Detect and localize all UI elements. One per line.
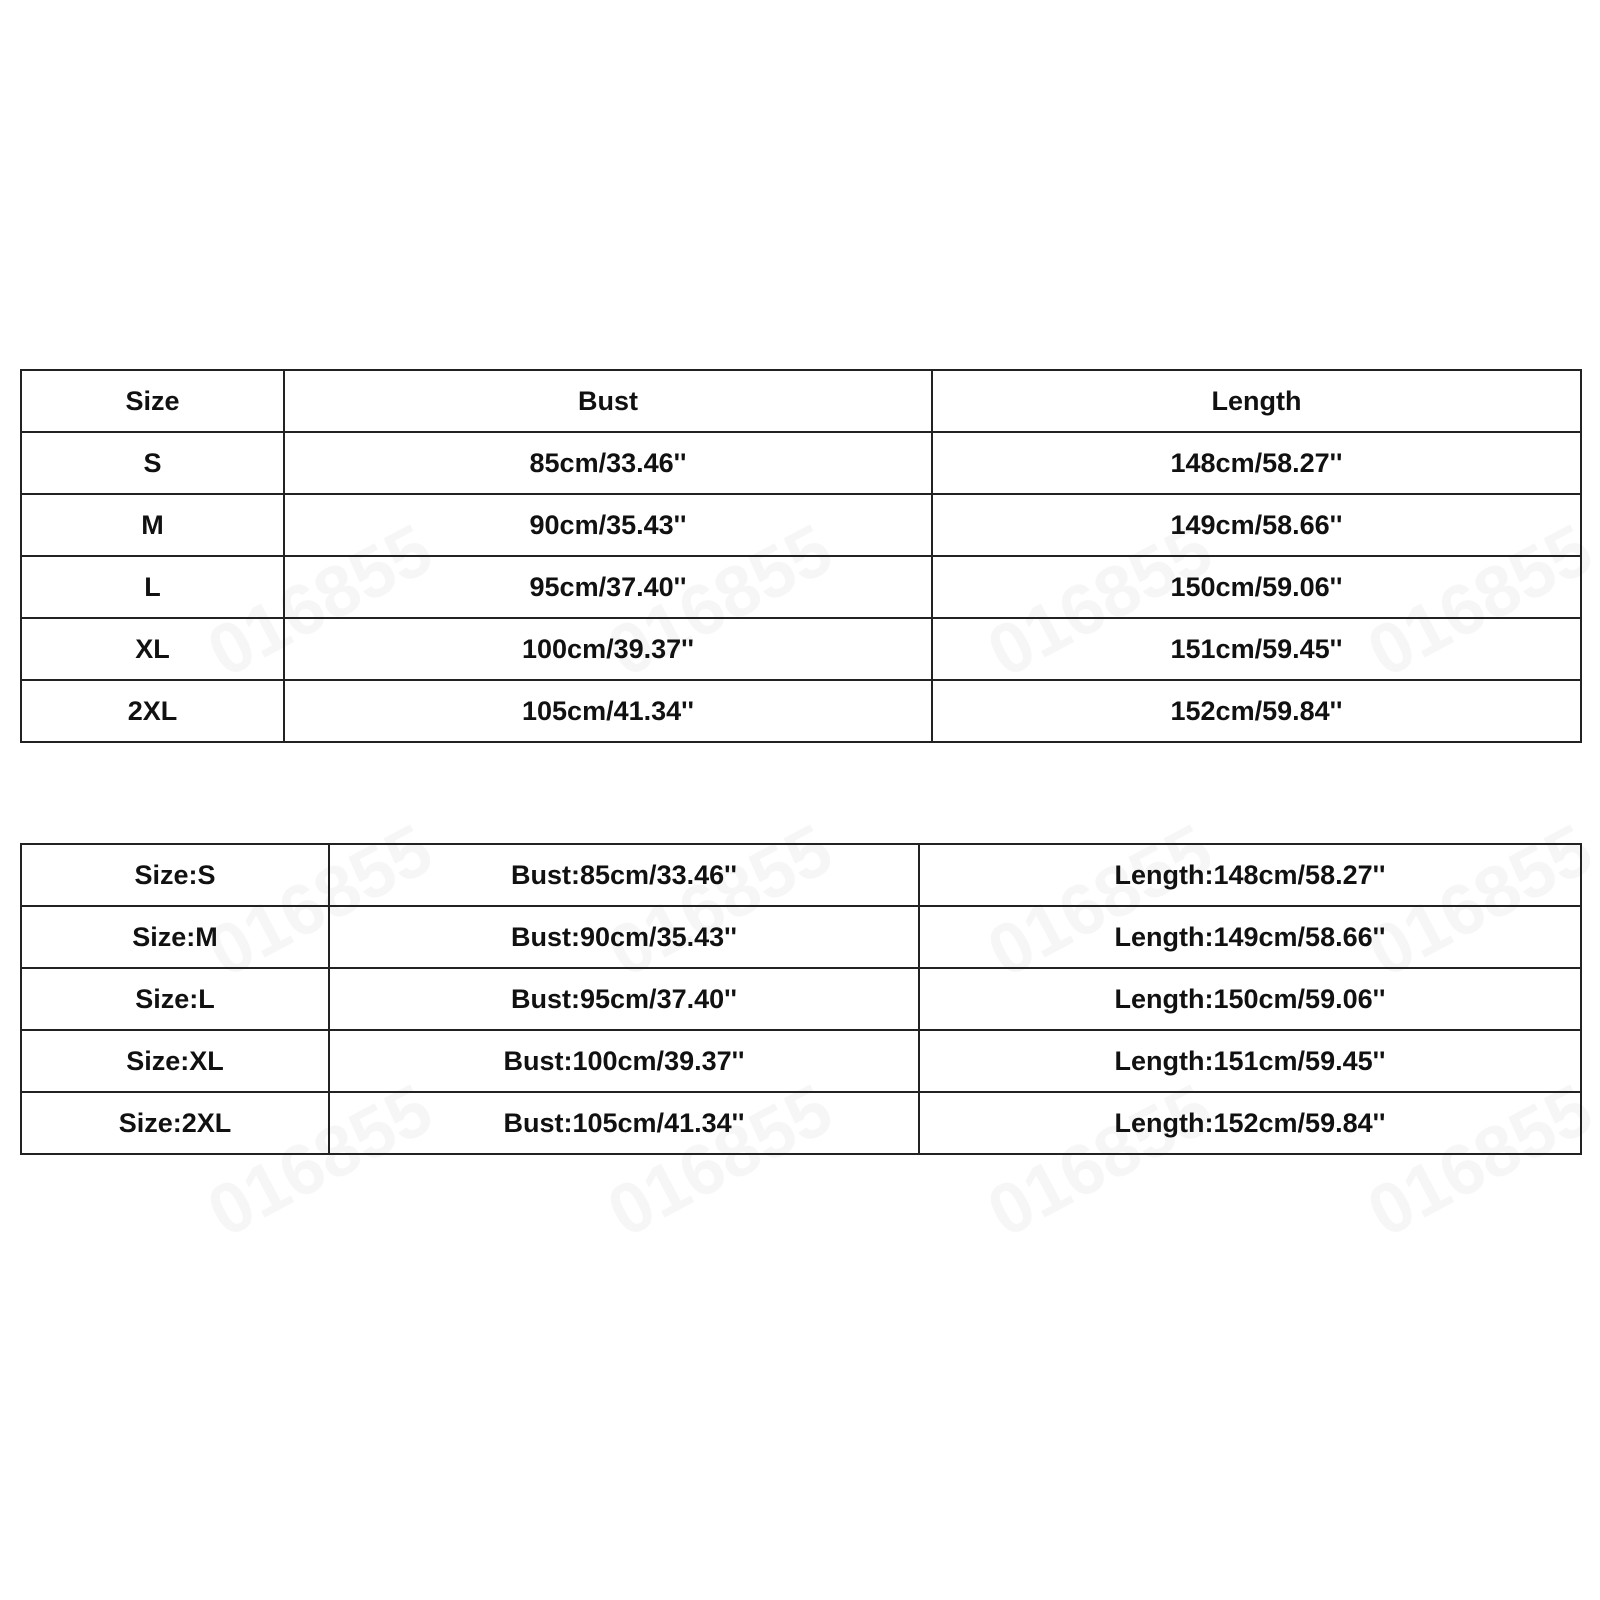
- table-row: [21, 1030, 1581, 1092]
- size-chart-labeled-table: [20, 843, 1582, 1155]
- length-cell: 151cm/59.45'': [932, 618, 1581, 680]
- bust-cell: 85cm/33.46'': [284, 432, 932, 494]
- size-cell: S: [21, 432, 284, 494]
- bust-cell: 90cm/35.43'': [284, 494, 932, 556]
- table-row: [21, 556, 1581, 618]
- size-cell: M: [21, 494, 284, 556]
- bust-cell: Bust:105cm/41.34'': [329, 1092, 919, 1154]
- size-cell: Size:XL: [21, 1030, 329, 1092]
- size-cell: L: [21, 556, 284, 618]
- size-cell: Size:L: [21, 968, 329, 1030]
- size-cell: Size:2XL: [21, 1092, 329, 1154]
- bust-cell: Bust:95cm/37.40'': [329, 968, 919, 1030]
- length-cell: Length:149cm/58.66'': [919, 906, 1581, 968]
- length-cell: 152cm/59.84'': [932, 680, 1581, 742]
- length-cell: Length:151cm/59.45'': [919, 1030, 1581, 1092]
- bust-cell: 95cm/37.40'': [284, 556, 932, 618]
- table-row: [21, 432, 1581, 494]
- table-row: [21, 844, 1581, 906]
- table-row: [21, 494, 1581, 556]
- table-row: [21, 680, 1581, 742]
- size-cell: Size:S: [21, 844, 329, 906]
- length-cell: 149cm/58.66'': [932, 494, 1581, 556]
- table-row: [21, 1092, 1581, 1154]
- length-cell: Length:148cm/58.27'': [919, 844, 1581, 906]
- size-cell: XL: [21, 618, 284, 680]
- length-cell: 148cm/58.27'': [932, 432, 1581, 494]
- bust-cell: Bust:85cm/33.46'': [329, 844, 919, 906]
- length-cell: 150cm/59.06'': [932, 556, 1581, 618]
- bust-cell: Bust:100cm/39.37'': [329, 1030, 919, 1092]
- header-bust: Bust: [284, 370, 932, 432]
- size-chart-table: [20, 369, 1582, 743]
- table-header-row: [21, 370, 1581, 432]
- header-size: Size: [21, 370, 284, 432]
- table-row: [21, 968, 1581, 1030]
- table-row: [21, 906, 1581, 968]
- bust-cell: 100cm/39.37'': [284, 618, 932, 680]
- size-cell: Size:M: [21, 906, 329, 968]
- size-cell: 2XL: [21, 680, 284, 742]
- table-row: [21, 618, 1581, 680]
- bust-cell: Bust:90cm/35.43'': [329, 906, 919, 968]
- length-cell: Length:150cm/59.06'': [919, 968, 1581, 1030]
- header-length: Length: [932, 370, 1581, 432]
- length-cell: Length:152cm/59.84'': [919, 1092, 1581, 1154]
- bust-cell: 105cm/41.34'': [284, 680, 932, 742]
